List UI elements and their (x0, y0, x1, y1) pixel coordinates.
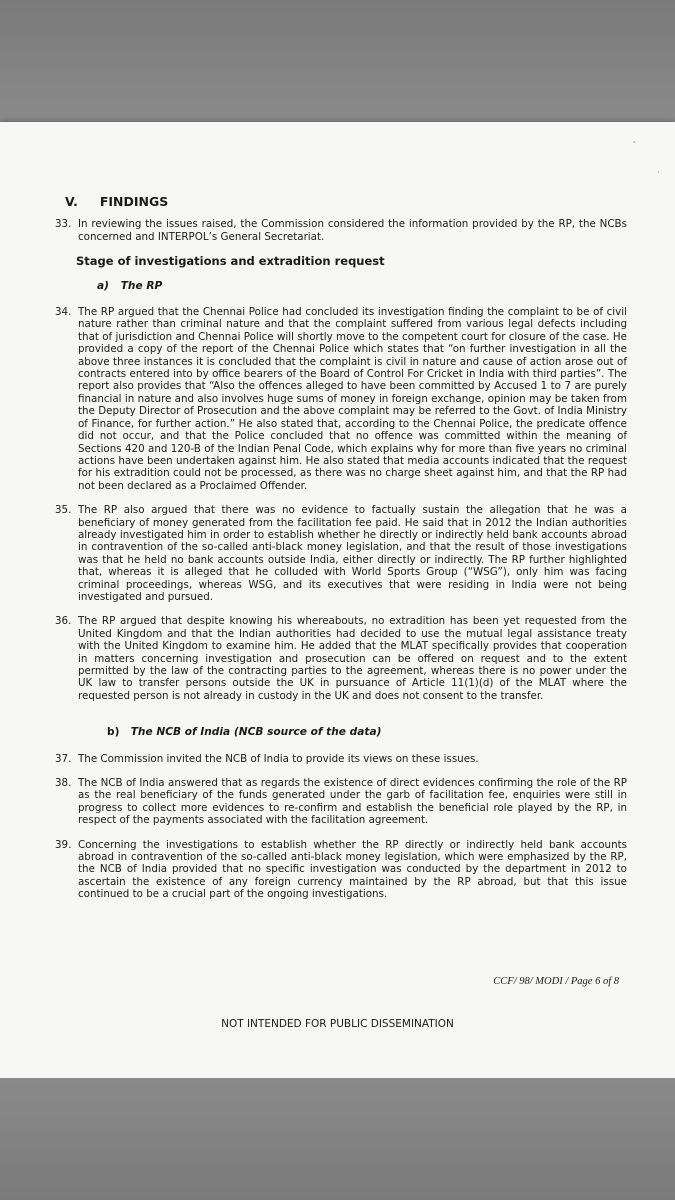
paragraph-number: 39. (55, 838, 72, 851)
paragraph-text: The Commission invited the NCB of India to provide its views on these issues. (78, 752, 479, 765)
section-title: FINDINGS (99, 194, 169, 209)
background-top (0, 0, 675, 122)
paragraph-number: 34. (55, 306, 72, 319)
paragraph-text: Concerning the investigations to establish whether the RP directly or indirectly held bank accounts abroad in contravention of the so-called anti-black money legislation, which were emphasized by the RP, the NCB of India provided that no specific investigation was conducted by the department in 2012 to ascertain the existence of any foreign currency maintained by the RP abroad, but that this issue continued to be a crucial part of the ongoing investigations. (78, 838, 627, 901)
sub-heading-a (97, 280, 627, 292)
paragraph-38 (55, 777, 627, 827)
paragraph-number: 37. (55, 752, 72, 765)
dissemination-notice: NOT INTENDED FOR PUBLIC DISSEMINATION (221, 1018, 454, 1030)
paragraph-36 (55, 615, 627, 702)
paragraph-number: 36. (55, 615, 72, 628)
paragraph-number: 35. (55, 504, 72, 517)
subsection-heading: Stage of investigations and extradition request (76, 254, 385, 269)
paragraph-35 (55, 504, 627, 603)
background-bottom (0, 1078, 675, 1200)
sub-heading-label: b) (107, 726, 120, 739)
page-reference: CCF/ 98/ MODI / Page 6 of 8 (493, 976, 619, 987)
section-number: V. (65, 194, 78, 209)
paragraph-text: The RP argued that despite knowing his whereabouts, no extradition has been yet requested from the United Kingdom and that the Indian authorities had decided to use the mutual legal assistance treaty with the United Kingdom to examine him. He added that the MLAT specifically provides that cooperation in matters concerning investigation and prosecution can be offered on request and to the extent permitted by the law of the contracting parties to the agreement, whereas there is no power under the UK law to transfer persons outside the UK in pursuance of Article 11(1)(d) of the MLAT where the requested person is not already in custody in the UK and does not consent to the transfer. (78, 615, 627, 702)
sub-heading-b (107, 726, 627, 738)
section-heading (65, 196, 627, 208)
sub-heading-label: a) (97, 279, 109, 292)
paragraph-33 (55, 218, 627, 243)
paragraph-37 (55, 753, 627, 765)
paragraph-text: The NCB of India answered that as regards the existence of direct evidences confirming the role of the RP as the real beneficiary of the funds generated under the garb of facilitation fee, enquiries were still in progress to collect more evidences to re-confirm and establish the beneficial role played by the RP, in respect of the payments associated with the facilitation agreement. (78, 777, 627, 827)
paragraph-text: In reviewing the issues raised, the Commission considered the information provided by the RP, the NCBs concerned and INTERPOL’s General Secretariat. (78, 218, 627, 243)
paragraph-number: 33. (55, 218, 72, 231)
document-body (55, 196, 627, 913)
paragraph-text: The RP argued that the Chennai Police had concluded its investigation finding the complaint to be of civil nature rather than criminal nature and that the complaint suffered from various legal defects including that of jurisdiction and Chennai Police will shortly move to the competent court for closure of the case. He provided a copy of the report of the Chennai Police which states that “on further investigation in all the above three instances it is concluded that the complaint is civil in nature and cause of action arose out of contracts entered into by office bearers of the Board of Control For Cricket in India with third parties”. The report also provides that “Also the offences alleged to have been committed by Accused 1 to 7 are purely financial in nature and also involves huge sums of money in foreign exchange, opinion may be taken from the Deputy Director of Prosecution and the above complaint may be referred to the Govt. of India Ministry of Finance, for further action.” He also stated that, according to the Chennai Police, the predicate offence did not occur, and that the Police concluded that no offence was committed within the meaning of Sections 420 and 120-B of the Indian Penal Code, which explains why for more than five years no criminal actions have been undertaken against him. He also stated that media accounts indicated that the request for his extradition could not be processed, as there was no charge sheet against him, and that the RP had not been declared as a Proclaimed Offender. (78, 306, 627, 492)
scan-mark: · (657, 168, 660, 177)
paragraph-39 (55, 839, 627, 901)
sub-heading-title: The NCB of India (NCB source of the data) (130, 726, 382, 739)
document-page (0, 122, 675, 1078)
scan-mark: ' (633, 140, 636, 149)
sub-heading-title: The RP (120, 279, 163, 292)
paragraph-text: The RP also argued that there was no evidence to factually sustain the allegation that he was a beneficiary of money generated from the facilitation fee paid. He said that in 2012 the Indian authorities already investigated him in order to establish whether he directly or indirectly held bank accounts abroad in contravention of the so-called anti-black money legislation, and that the result of those investigations was that he held no bank accounts outside India, either directly or indirectly. The RP further highlighted that, whereas it is alleged that he colluded with World Sports Group (“WSG”), only him was facing criminal proceedings, whereas WSG, and its executives that were residing in India were not being investigated and pursued. (78, 504, 627, 603)
paragraph-34 (55, 306, 627, 492)
paragraph-number: 38. (55, 777, 72, 790)
